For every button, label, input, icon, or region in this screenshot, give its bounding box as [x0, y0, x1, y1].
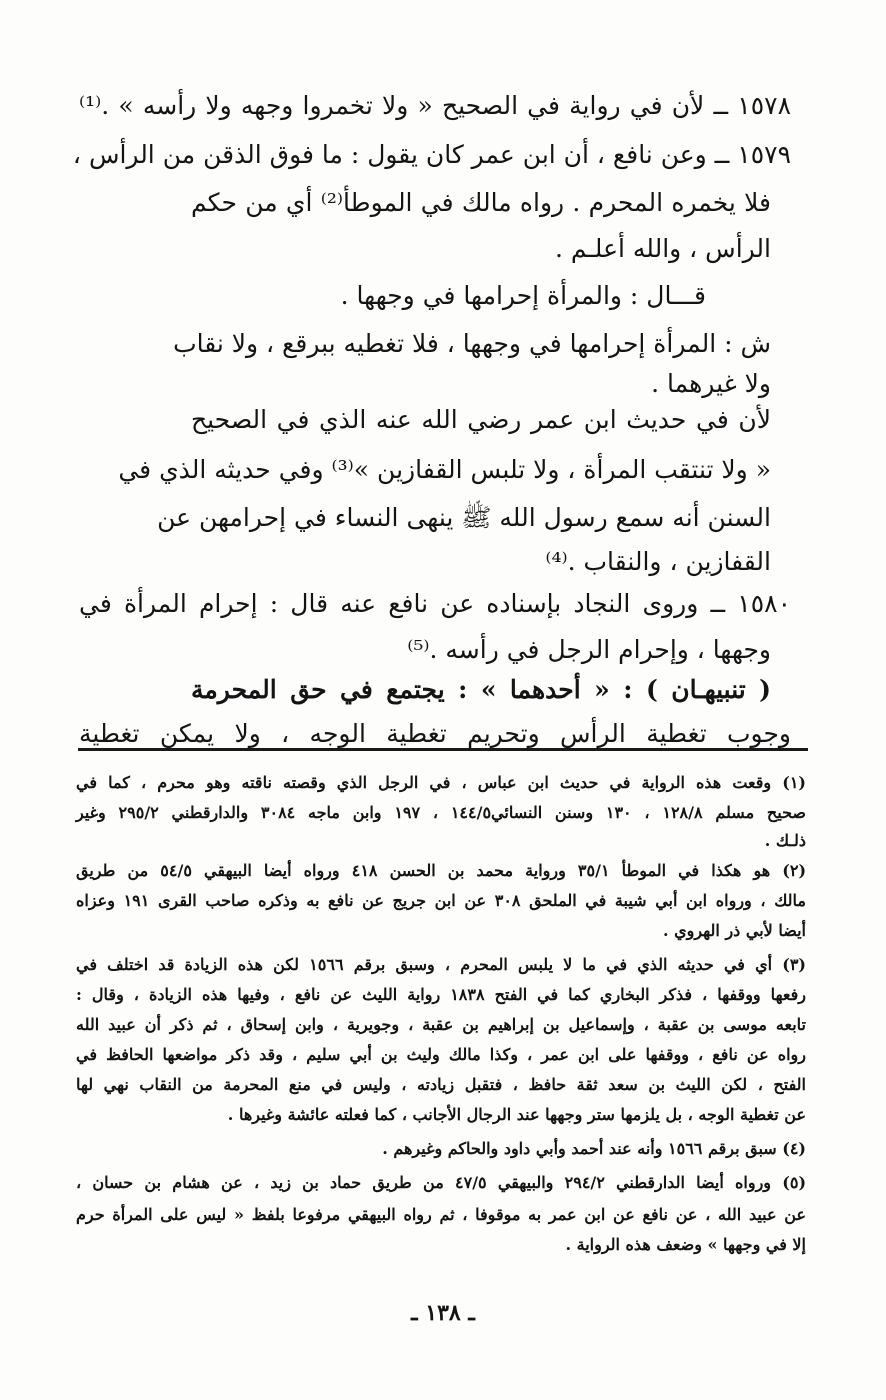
text-line: وجوب تغطية الرأس وتحريم تغطية الوجه ، ولا يمكن تغطية: [79, 719, 791, 748]
text-line: ولا غيرهما .: [651, 369, 771, 398]
footnote-line: (٥) ورواه أيضا الدارقطني ٢٩٤/٢ والبيهقي ٤٧/٥ من طريق حماد بن زيد ، عن هشام بن حسان ،: [76, 1173, 807, 1192]
footnotes: [0, 760, 886, 1300]
footnote-line: (١) وقعت هذه الرواية في حديث ابن عباس ، في الرجل الذي وقصته ناقته وهو محرم ، كما في: [76, 773, 806, 792]
text-line: وجهها ، وإحرام الرجل في رأسه .⁽⁵⁾: [407, 635, 771, 664]
footnote-line: (٤) سبق برقم ١٥٦٦ وأنه عند أحمد وأبي داود والحاكم وغيرهم .: [382, 1139, 806, 1158]
footnote-line: تابعه موسى بن عقبة ، وإسماعيل بن إبراهيم بن عقبة ، وجويرية ، وابن إسحاق ، ثم ذكر أن عبيد الله: [76, 1015, 806, 1034]
text-line: لأن في حديث ابن عمر رضي الله عنه الذي في الصحيح: [191, 405, 771, 434]
text-line: قـــال : والمرأة إحرامها في وجهها .: [340, 281, 706, 310]
text-line: ش : المرأة إحرامها في وجهها ، فلا تغطيه ببرقع ، ولا نقاب: [173, 329, 771, 358]
section-heading-line: ( تنبيهـان ) : « أحدهما » : يجتمع في حق المحرمة: [191, 675, 771, 704]
footnote-divider: [78, 748, 808, 751]
page-number: ـ ١٣٨ ـ: [411, 1300, 475, 1326]
text-line: ١٥٨٠ ــ وروى النجاد بإسناده عن نافع عنه قال : إحرام المرأة في: [79, 589, 791, 618]
footnote-line: (٢) هو هكذا في الموطأ ٣٥/١ ورواية محمد بن الحسن ٤١٨ ورواه أيضا البيهقي ٥٤/٥ من طريق: [76, 861, 807, 880]
text-line: ١٥٧٨ ــ لأن في رواية في الصحيح « ولا تخمروا وجهه ولا رأسه » .⁽¹⁾: [79, 91, 791, 120]
footnote-line: (٣) أي في حديثه الذي في ما لا يلبس المحرم ، وسبق برقم ١٥٦٦ لكن هذه الزيادة قد اختلف في: [76, 955, 806, 974]
text-line: القفازين ، والنقاب .⁽⁴⁾: [545, 547, 771, 576]
footnote-line: عن تغطية الوجه ، بل يلزمها ستر وجهها عند الرجال الأجانب ، كما فعلته عائشة وغيرها .: [227, 1105, 806, 1124]
footnote-line: عن عبيد الله ، عن نافع عن ابن عمر به موقوفا ، ثم رواه البيهقي مرفوعا بلفظ « ليس على المرأة حرم: [76, 1205, 806, 1224]
footnote-line: صحيح مسلم ١٢٨/٨ ، ١٣٠ وسنن النسائي١٤٤/٥ ، ١٩٧ وابن ماجه ٣٠٨٤ والدارقطني ٢٩٥/٢ وغير: [76, 803, 806, 822]
text-line: الرأس ، والله أعلـم .: [554, 234, 771, 263]
text-line: السنن أنه سمع رسول الله ﷺ ينهى النساء في إحرامهن عن: [157, 503, 771, 532]
footnote-line: رواه عن نافع ، ووقفها على ابن عمر ، وكذا مالك وليث بن أبي سليم ، وقد ذكر مواضعها الحافظ في: [76, 1045, 806, 1064]
footnote-line: رفعها ووقفها ، فذكر البخاري كما في الفتح ١٨٣٨ رواية الليث عن نافع ، وفيها هذه الزيادة ، وقال :: [76, 985, 807, 1004]
text-line: ١٥٧٩ ــ وعن نافع ، أن ابن عمر كان يقول : ما فوق الذقن من الرأس ،: [72, 140, 791, 169]
footnote-line: إلا في وجهها » وضعف هذه الرواية .: [565, 1235, 806, 1254]
text-line: « ولا تنتقب المرأة ، ولا تلبس القفازين »⁽³⁾ وفي حديثه الذي في: [118, 455, 771, 484]
text-line: فلا يخمره المحرم . رواه مالك في الموطأ⁽²⁾ أي من حكم: [191, 188, 771, 217]
footnote-line: ذلـك .: [764, 831, 806, 850]
footnote-line: مالك ، ورواه ابن أبي شيبة في الملحق ٣٠٨ عن ابن جريج عن نافع به وذكره صاحب القرى ١٩١ وعزاه: [76, 891, 807, 910]
footnote-line: الفتح ، لكن الليث بن سعد ثقة حافظ ، فتقبل زيادته ، وليس في منع المحرمة من النقاب نهي لها: [76, 1075, 806, 1094]
footnote-line: أيضا لأبي ذر الهروي .: [662, 921, 806, 940]
